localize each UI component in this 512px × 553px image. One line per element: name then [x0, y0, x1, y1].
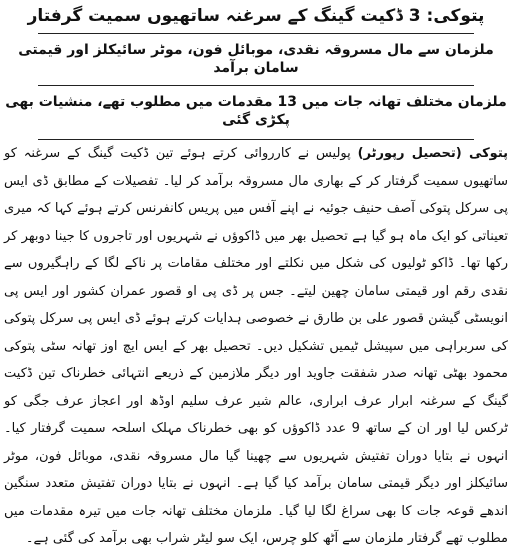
headline-divider	[38, 33, 474, 34]
headline: پتوکی: 3 ڈکیت گینگ کے سرغنہ ساتھیوں سمیت گرفتار	[27, 6, 485, 26]
subheadline-divider	[38, 85, 474, 86]
subheadline-recovered-goods: ملزمان سے مال مسروقہ نقدی، موبائل فون، موٹر سائیکلز اور قیمتی سامان برآمد	[18, 42, 494, 76]
article-body	[4, 140, 508, 553]
news-article	[4, 4, 508, 553]
body-text: پولیس نے کارروائی کرتے ہوئے تین ڈکیت گینگ کے سرغنہ کو ساتھیوں سمیت گرفتار کر کے بھاری مال مسروقہ برآمد کر لیا۔ تفصیلات کے مطابق ڈی ایس پی سرکل پتوکی آصف حنیف جوئیہ نے اپنے آفس میں پریس کانفرنس کرتے ہوئے کہا کہ میری تعیناتی کو ایک ماہ ہو گیا ہے تحصیل بھر میں ڈاکوؤں نے شہریوں اور تاجروں کا جینا دوبھر کر رکھا تھا۔ ڈاکو ٹولیوں کی شکل میں نکلتے اور مختلف مقامات پر ناکے لگا کے راہگیروں سے نقدی رقم اور قیمتی سامان چھین لیتے۔ جس پر ڈی پی او قصور عمران کشور اور ایس پی انویسٹی گیشن قصور علی بن طارق نے خصوصی ہدایات کرتے ہوئے ڈی ایس پی سرکل پتوکی کی سربراہی میں سپیشل ٹیمیں تشکیل دیں۔ تحصیل بھر کے ایس ایچ اوز تھانہ سٹی پتوکی محمود بھٹی تھانہ صدر شفقت جاوید اور دیگر ملازمین کے ذریعے انتہائی خطرناک تین ڈکیت گینگ کے سرغنہ ابرار عرف ابراری، عالم شیر عرف سلیم اوڈھ اور اعجاز عرف جگی کو ٹرکس لیا اور ان کے ساتھ 9 عدد ڈاکوؤں کو بھی خطرناک مہلک اسلحہ سمیت گرفتار کیا۔ انہوں نے بتایا دوران تفتیش شہریوں سے چھینا گیا مال مسروقہ نقدی، موبائل فون، موٹر سائیکلز اور دیگر قیمتی سامان برآمد کیا گیا ہے۔ انہوں نے بتایا دوران تفتیش متعدد سنگین اندھے قوعہ جات کا بھی سراغ لگا لیا گیا۔ ملزمان مختلف تھانہ جات میں تیرہ مقدمات میں مطلوب تھے گرفتار ملزمان سے آٹھ کلو چرس، ایک سو لیٹر شراب بھی برآمد کی گئی ہے۔	[4, 146, 508, 547]
subheadline-cases: ملزمان مختلف تھانہ جات میں 13 مقدمات میں مطلوب تھے، منشیات بھی پکڑی گئی	[5, 94, 507, 128]
dateline: پتوکی (تحصیل رپورٹر)	[357, 146, 509, 162]
